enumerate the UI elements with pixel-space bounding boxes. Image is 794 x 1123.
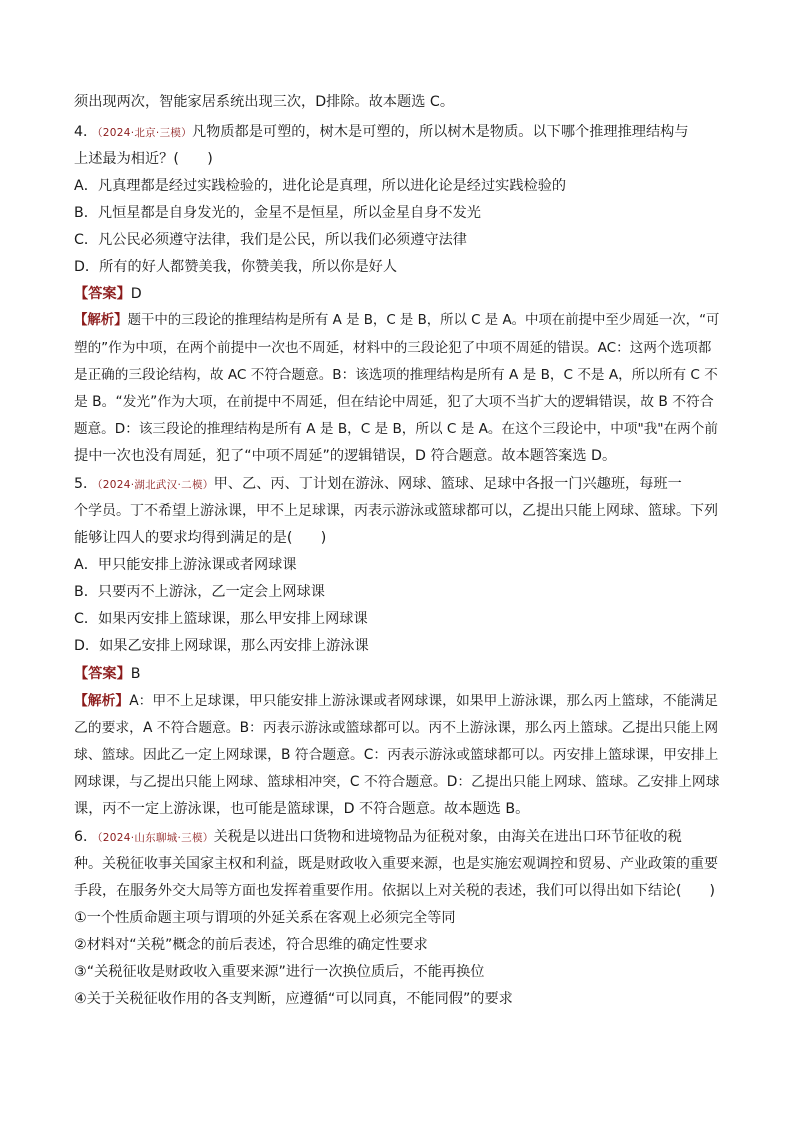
statement-4: ④关于关税征收作用的各支判断，应遵循“可以同真，不能同假”的要求 [74, 991, 513, 1007]
option-d: D．所有的好人都赞美我，你赞美我，所以你是好人 [74, 259, 398, 275]
text-line: 是正确的三段论结构，故 AC 不符合题意。B：该选项的推理结构是所有 A 是 B，C 不是 A，所以所有 C 不 [74, 367, 718, 383]
question-source: （2024·山东聊城·三模） [97, 832, 214, 844]
statement-3: ③“关税征收是财政收入重要来源”进行一次换位质后，不能再换位 [74, 964, 485, 980]
analysis-line: 【解析】题干中的三段论的推理结构是所有 A 是 B，C 是 B，所以 C 是 A。中项在前提中至少周延一次，“可 [74, 313, 720, 328]
text-line: 网球课，与乙提出只能上网球、篮球相冲突，C 不符合题意。D：乙提出只能上网球、篮球。乙安排上网球 [74, 774, 720, 790]
question-4-stem: 4．（2024·北京·三模）凡物质都是可塑的，树木是可塑的，所以树木是物质。以下哪个推理推理结构与 [74, 124, 689, 140]
text-line: 塑的”作为中项，在两个前提中一次也不周延，材料中的三段论犯了中项不周延的错误。AC：这两个选项都 [74, 340, 712, 356]
answer-line: 【答案】B [74, 666, 141, 682]
option-a: A．凡真理都是经过实践检验的，进化论是真理，所以进化论是经过实践检验的 [74, 178, 567, 194]
answer-line: 【答案】D [74, 286, 142, 302]
text-line: 种。关税征收事关国家主权和利益，既是财政收入重要来源，也是实施宏观调控和贸易、产业政策的重要 [74, 856, 718, 872]
text-line: 上述最为相近？( ) [74, 151, 213, 167]
text-line: 乙的要求，A 不符合题意。B：丙表示游泳或篮球都可以。丙不上游泳课，那么丙上篮球。乙提出只能上网 [74, 720, 719, 736]
text-line: 个学员。丁不希望上游泳课，甲不上足球课，丙表示游泳或篮球都可以，乙提出只能上网球、篮球。下列 [74, 503, 718, 519]
analysis-tag: 【解析】 [74, 693, 130, 709]
question-number: 6． [74, 829, 98, 845]
option-a: A．甲只能安排上游泳课或者网球课 [74, 557, 297, 573]
text-line: 须出现两次，智能家居系统出现三次，D排除。故本题选 C。 [74, 94, 455, 110]
text-line: 能够让四人的要求均得到满足的是( ) [74, 530, 327, 546]
option-b: B．只要丙不上游泳，乙一定会上网球课 [74, 584, 325, 600]
text-line: 题意。D：该三段论的推理结构是所有 A 是 B，C 是 B，所以 C 是 A。在这个三段论中，中项"我"在两个前 [74, 421, 718, 437]
question-number: 4． [74, 124, 98, 140]
analysis-line: 【解析】A：甲不上足球课，甲只能安排上游泳课或者网球课，如果甲上游泳课，那么丙上篮球，不能满足 [74, 693, 719, 709]
text-line: 手段，在服务外交大局等方面也发挥着重要作用。依据以上对关税的表述，我们可以得出如下结论( ) [74, 883, 715, 899]
statement-2: ②材料对“关税”概念的前后表述，符合思维的确定性要求 [74, 937, 428, 953]
question-5-stem: 5．（2024·湖北武汉·二模）甲、乙、丙、丁计划在游泳、网球、篮球、足球中各报一门兴趣班，每班一 [74, 476, 682, 492]
question-6-stem: 6．（2024·山东聊城·三模）关税是以进出口货物和进境物品为征税对象，由海关在进出口环节征收的税 [74, 829, 682, 845]
option-c: C．如果丙安排上篮球课，那么甲安排上网球课 [74, 611, 368, 627]
question-source: （2024·北京·三模） [97, 127, 192, 139]
option-c: C．凡公民必须遵守法律，我们是公民，所以我们必须遵守法律 [74, 232, 467, 248]
text-line: 球、篮球。因此乙一定上网球课，B 符合题意。C：丙表示游泳或篮球都可以。丙安排上篮球课，甲安排上 [74, 747, 719, 763]
option-d: D．如果乙安排上网球课，那么丙安排上游泳课 [74, 638, 369, 654]
statement-1: ①一个性质命题主项与谓项的外延关系在客观上必须完全等同 [74, 910, 456, 926]
answer-tag: 【答案】 [74, 666, 131, 682]
text-line: 是 B。“发光”作为大项，在前提中不周延，但在结论中周延，犯了大项不当扩大的逻辑错误，故 B 不符合 [74, 394, 714, 410]
question-number: 5． [74, 476, 98, 492]
option-b: B．凡恒星都是自身发光的，金星不是恒星，所以金星自身不发光 [74, 205, 481, 221]
analysis-tag: 【解析】 [74, 313, 128, 328]
text-line: 课，丙不一定上游泳课，也可能是篮球课，D 不符合题意。故本题选 B。 [74, 801, 530, 817]
answer-tag: 【答案】 [74, 286, 131, 302]
question-source: （2024·湖北武汉·二模） [97, 479, 214, 491]
text-line: 提中一次也没有周延，犯了“中项不周延”的逻辑错误，D 符合题意。故本题答案选 D。 [74, 448, 617, 464]
